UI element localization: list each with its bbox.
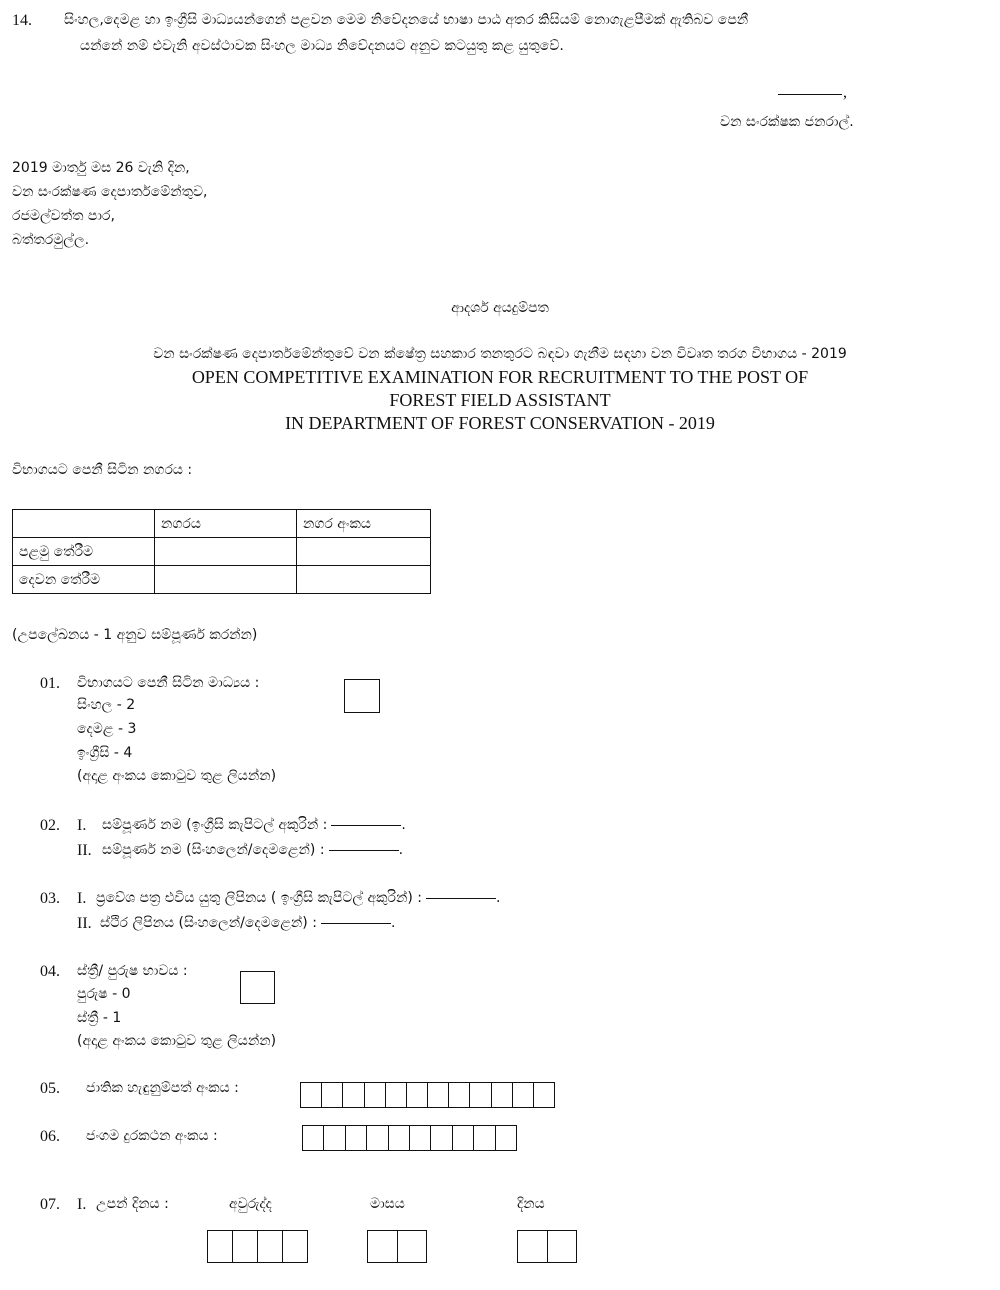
address-city: බත්තරමුල්ල. [12,232,90,248]
mobile-digit-cell[interactable] [303,1126,324,1150]
q07-label: උපන් දිනය : [96,1196,169,1212]
second-choice-label: දෙවන තේරීම [13,566,155,594]
q05-number: 05. [40,1080,60,1097]
mobile-digit-cell[interactable] [474,1126,495,1150]
q03-number: 03. [40,890,60,907]
mobile-digit-cell[interactable] [410,1126,431,1150]
q02-i-label: සම්පූර්ණ නම (ඉංග්‍රීසි කැපිටල් අකුරින් : [102,817,328,833]
signature-comma: , [843,84,847,101]
q02-ii-label: සම්පූර්ණ නම (සිංහලෙන්/දෙමළෙන්) : [102,842,325,858]
q06-label: ජංගම දුරකථන අංකය : [86,1128,218,1144]
address-date: 2019 මාර්තු මස 26 වැනි දින, [12,160,190,176]
clause-number: 14. [12,12,32,29]
annex-note: (උපලේඛනය - 1 අනුව සම්පූර්ණ කරන්න) [12,627,258,643]
gender-code-box[interactable] [240,971,275,1004]
city-choice-table [12,509,431,594]
q06-number: 06. [40,1128,60,1145]
nic-digit-cell[interactable] [513,1083,534,1107]
day-digit-cell[interactable] [548,1231,577,1262]
month-digit-cell[interactable] [398,1231,427,1262]
year-digit-cell[interactable] [258,1231,283,1262]
dob-day-boxes[interactable] [517,1230,577,1263]
q04-number: 04. [40,963,60,980]
q02-i-number: I. [77,817,87,834]
address-department: වන සංරක්ෂණ දෙපාර්තමේන්තුව, [12,184,208,200]
mobile-digit-cell[interactable] [324,1126,345,1150]
q01-note: (අදාළ අංකය කොටුව තුළ ලියන්න) [77,768,277,784]
nic-digit-cell[interactable] [407,1083,428,1107]
q03-i-blank[interactable] [426,898,496,899]
nic-digit-cell[interactable] [365,1083,386,1107]
mobile-number-boxes[interactable] [302,1125,517,1151]
clause-text-line2: යන්නේ නම් එවැනි අවස්ථාවක සිංහල මාධ්‍ය නිවේදනයට අනුව කටයුතු කළ යුතුවේ. [80,38,564,54]
q03-ii-label: ස්ථිර ලිපිනය (සිංහලෙන්/දෙමළෙන්) : [100,915,317,931]
mobile-digit-cell[interactable] [367,1126,388,1150]
month-digit-cell[interactable] [368,1231,398,1262]
nic-digit-cell[interactable] [428,1083,449,1107]
first-choice-city-cell[interactable] [155,538,297,566]
dob-year-label: අවුරුද්ද [229,1196,272,1212]
english-heading-1: OPEN COMPETITIVE EXAMINATION FOR RECRUITMENT TO THE POST OF [191,367,809,387]
table-header-cell: නගර අංකය [297,510,431,538]
q04-option-male: පුරුෂ - 0 [77,986,131,1002]
q03-i-label: ප්‍රවේශ පත්‍ර එවිය යුතු ලිපිනය ( ඉංග්‍රීසි කැපිටල් අකුරින්) : [96,890,422,906]
nic-number-boxes[interactable] [300,1082,555,1108]
first-choice-label: පළමු තේරීම [13,538,155,566]
exam-city-label: විභාගයට පෙනී සිටින නගරය : [12,462,193,478]
second-choice-city-cell[interactable] [155,566,297,594]
q02-ii-blank[interactable] [329,850,399,851]
nic-digit-cell[interactable] [322,1083,343,1107]
day-digit-cell[interactable] [518,1231,548,1262]
nic-digit-cell[interactable] [386,1083,407,1107]
dob-month-boxes[interactable] [367,1230,427,1263]
address-road: රජමල්වත්ත පාර, [12,208,115,224]
medium-code-box[interactable] [344,679,380,713]
english-heading-2: FOREST FIELD ASSISTANT [389,390,611,410]
q02-ii-number: II. [77,842,92,859]
q01-label: විභාගයට පෙනී සිටින මාධ්‍යය : [77,675,260,691]
nic-digit-cell[interactable] [449,1083,470,1107]
period: . [495,890,501,906]
nic-digit-cell[interactable] [470,1083,491,1107]
signature-line [778,94,842,95]
q01-option-sinhala: සිංහල - 2 [77,697,136,713]
table-header-cell: නගරය [155,510,297,538]
mobile-digit-cell[interactable] [453,1126,474,1150]
nic-digit-cell[interactable] [343,1083,364,1107]
model-application-title: ආදර්ශ අයදුම්පත [451,300,549,316]
mobile-digit-cell[interactable] [431,1126,452,1150]
first-choice-code-cell[interactable] [297,538,431,566]
nic-digit-cell[interactable] [534,1083,554,1107]
period: . [390,915,396,931]
q04-option-female: ස්ත්‍රී - 1 [77,1010,122,1026]
period: . [401,817,406,833]
q02-i-row [102,817,406,833]
q07-i-number: I. [77,1196,87,1213]
q03-i-number: I. [77,890,87,907]
q04-label: ස්ත්‍රී/ පුරුෂ භාවය : [77,963,188,979]
clause-text-line1: සිංහල,දෙමළ හා ඉංග්‍රීසි මාධ්‍යයන්ගෙන් පළවන මෙම නිවේදනයේ භාෂා පාඨ අතර කිසියම් නොගැළපීමක් ඇතිබව පෙනී [64,12,749,28]
q02-number: 02. [40,817,60,834]
q03-ii-number: II. [77,915,92,932]
q05-label: ජාතික හැඳුනුම්පත් අංකය : [86,1080,239,1096]
q02-ii-row [102,842,403,858]
q04-note: (අදාළ අංකය කොටුව තුළ ලියන්න) [77,1033,277,1049]
english-heading-3: IN DEPARTMENT OF FOREST CONSERVATION - 2019 [285,413,715,433]
q01-number: 01. [40,675,60,692]
second-choice-code-cell[interactable] [297,566,431,594]
q03-i-row [96,890,500,906]
q01-option-tamil: දෙමළ - 3 [77,721,137,737]
sinhala-heading: වන සංරක්ෂණ දෙපාර්තමේන්තුවේ වන ක්ෂේත්‍ර සහකාර තනතුරට බඳවා ගැනීම සඳහා වන විවෘත තරග විභාගය - 2019 [153,346,847,362]
year-digit-cell[interactable] [208,1231,233,1262]
q03-ii-blank[interactable] [321,923,391,924]
q03-ii-row [100,915,395,931]
table-row [13,538,431,566]
table-row [13,566,431,594]
nic-digit-cell[interactable] [492,1083,513,1107]
mobile-digit-cell[interactable] [496,1126,516,1150]
nic-digit-cell[interactable] [301,1083,322,1107]
year-digit-cell[interactable] [233,1231,258,1262]
q07-number: 07. [40,1196,60,1213]
mobile-digit-cell[interactable] [389,1126,410,1150]
dob-day-label: දිනය [517,1196,545,1212]
table-header-cell [13,510,155,538]
table-header-row [13,510,431,538]
dob-month-label: මාසය [370,1196,405,1212]
period: . [398,842,404,858]
signature-title: වන සංරක්ෂක ජනරාල්. [720,114,854,130]
dob-year-boxes[interactable] [207,1230,308,1263]
q01-option-english: ඉංග්‍රීසි - 4 [77,745,133,761]
year-digit-cell[interactable] [283,1231,307,1262]
q02-i-blank[interactable] [331,825,401,826]
mobile-digit-cell[interactable] [346,1126,367,1150]
